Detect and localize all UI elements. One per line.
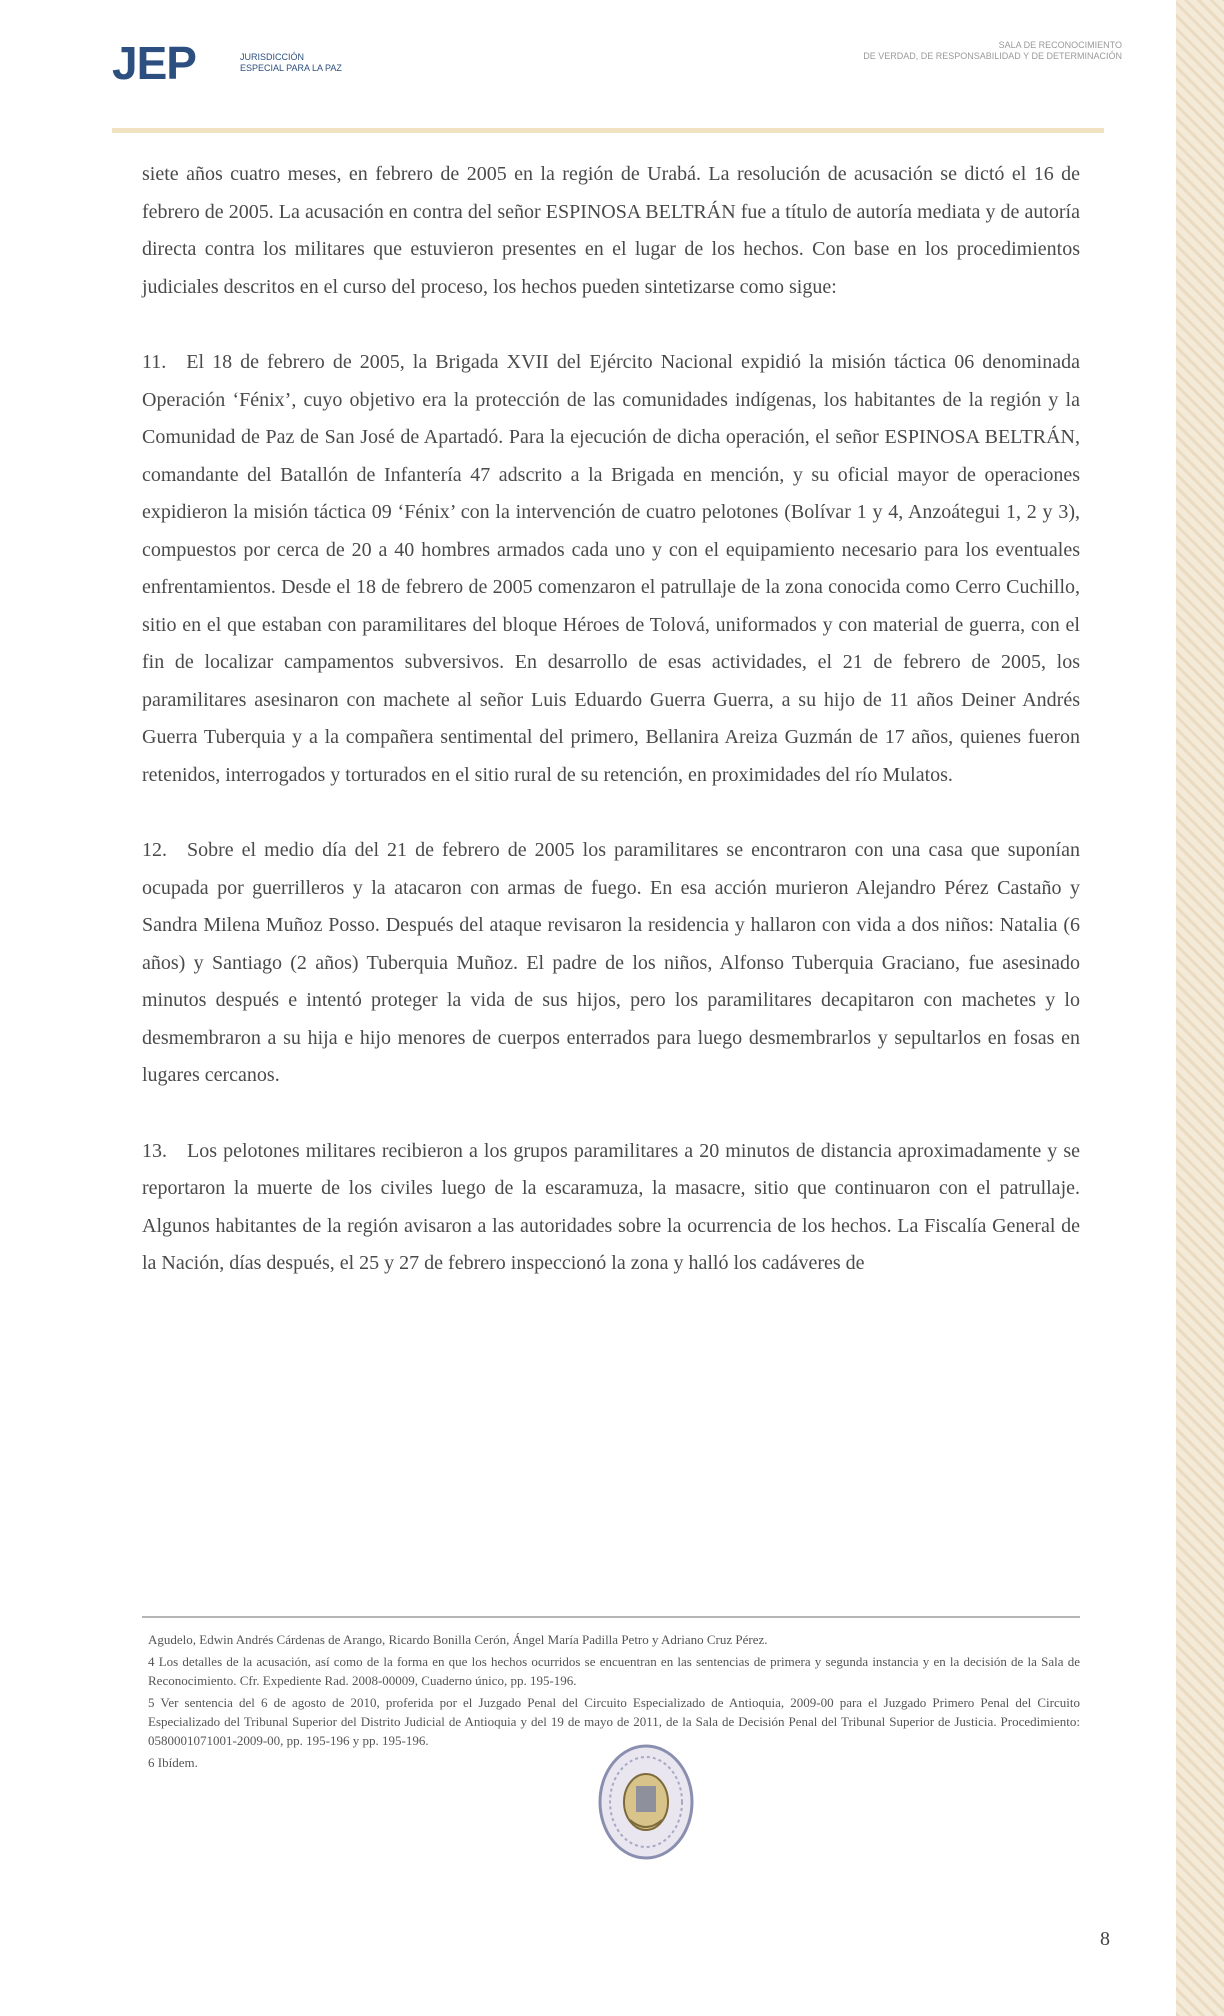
- footnote-divider: [142, 1616, 1080, 1618]
- header-divider: [112, 128, 1104, 133]
- logo-line-2: ESPECIAL PARA LA PAZ: [240, 63, 342, 73]
- page-number: 8: [1100, 1928, 1110, 1950]
- logo-subtitle: [240, 52, 440, 74]
- header-right-line-2: DE VERDAD, DE RESPONSABILIDAD Y DE DETERMINACIÓN: [863, 51, 1122, 61]
- logo-line-1: JURISDICCIÓN: [240, 52, 305, 62]
- official-seal-icon: [596, 1742, 696, 1862]
- footnote-item: Agudelo, Edwin Andrés Cárdenas de Arango, Ricardo Bonilla Cerón, Ángel María Padilla Petro y Adriano Cruz Pérez.: [148, 1632, 768, 1647]
- jep-logo: [112, 37, 442, 89]
- footnote-item: 4 Los detalles de la acusación, así como de la forma en que los hechos ocurridos se encuentran en las sentencias de primera y segunda instancia y en la decisión de la Sala de Reconocimiento. Cfr. Expediente Rad. 2008-00009, Cuaderno único, pp. 195-196.: [148, 1654, 1080, 1688]
- footnote-item: 6 Ibídem.: [148, 1755, 198, 1770]
- paragraph-11: 11. El 18 de febrero de 2005, la Brigada XVII del Ejército Nacional expidió la misión táctica 06 denominada Operación ‘Fénix’, cuyo objetivo era la protección de las comunidades indígenas, los habitantes de la región y la Comunidad de Paz de San José de Apartadó. Para la ejecución de dicha operación, el señor ESPINOSA BELTRÁN, comandante del Batallón de Infantería 47 adscrito a la Brigada en mención, y su oficial mayor de operaciones expidieron la misión táctica 09 ‘Fénix’ con la intervención de cuatro pelotones (Bolívar 1 y 4, Anzoátegui 1, 2 y 3), compuestos por cerca de 20 a 40 hombres armados cada uno y con el equipamiento necesario para los eventuales enfrentamientos. Desde el 18 de febrero de 2005 comenzaron el patrullaje de la zona conocida como Cerro Cuchillo, sitio en el que estaban con paramilitares del bloque Héroes de Tolová, uniformados y con material de guerra, con el fin de localizar campamentos subversivos. En desarrollo de esas actividades, el 21 de febrero de 2005, los paramilitares asesinaron con machete al señor Luis Eduardo Guerra Guerra, a su hijo de 11 años Deiner Andrés Guerra Tuberquia y a la compañera sentimental del primero, Bellanira Areiza Guzmán de 17 años, quienes fueron retenidos, interrogados y torturados en el sitio rural de su retención, en proximidades del río Mulatos.: [142, 351, 1080, 786]
- paragraph-continuation: siete años cuatro meses, en febrero de 2005 en la región de Urabá. La resolución de acusación se dictó el 16 de febrero de 2005. La acusación en contra del señor ESPINOSA BELTRÁN fue a título de autoría mediata y de autoría directa contra los militares que estuvieron presentes en el lugar de los hechos. Con base en los procedimientos judiciales descritos en el curso del proceso, los hechos pueden sintetizarse como sigue:: [142, 163, 1080, 298]
- footnote-item: 5 Ver sentencia del 6 de agosto de 2010, proferida por el Juzgado Penal del Circuito Especializado de Antioquia, 2009-00 para el Juzgado Primero Penal del Circuito Especializado del Tribunal Superior del Distrito Judicial de Antioquia y del 19 de mayo de 2011, de la Sala de Decisión Penal del Tribunal Superior de Justicia. Procedimiento: 0580001071001-2009-00, pp. 195-196 y pp. 195-196.: [148, 1695, 1080, 1748]
- header-right-line-1: SALA DE RECONOCIMIENTO: [998, 40, 1122, 50]
- paragraph-12: 12. Sobre el medio día del 21 de febrero de 2005 los paramilitares se encontraron con una casa que suponían ocupada por guerrilleros y la atacaron con armas de fuego. En esa acción murieron Alejandro Pérez Castaño y Sandra Milena Muñoz Posso. Después del ataque revisaron la residencia y hallaron con vida a dos niños: Natalia (6 años) y Santiago (2 años) Tuberquia Muñoz. El padre de los niños, Alfonso Tuberquia Graciano, fue asesinado minutos después e intentó proteger la vida de sus hijos, pero los paramilitares decapitaron con machetes y lo desmembraron a su hija e hijo menores de cuerpos enterrados para luego desmembrarlos y sepultarlos en fosas en lugares cercanos.: [142, 839, 1080, 1086]
- logo-mark: JEP: [112, 37, 196, 89]
- decorative-side-band: [1176, 0, 1224, 2016]
- page-header: [112, 30, 1122, 90]
- document-body: [142, 156, 1080, 1321]
- paragraph-13: 13. Los pelotones militares recibieron a los grupos paramilitares a 20 minutos de distancia aproximadamente y se reportaron la muerte de los civiles luego de la escaramuza, la masacre, sitio que continuaron con el patrullaje. Algunos habitantes de la región avisaron a las autoridades sobre la ocurrencia de los hechos. La Fiscalía General de la Nación, días después, el 25 y 27 de febrero inspeccionó la zona y halló los cadáveres de: [142, 1139, 1080, 1274]
- header-chamber-label: [782, 40, 1122, 62]
